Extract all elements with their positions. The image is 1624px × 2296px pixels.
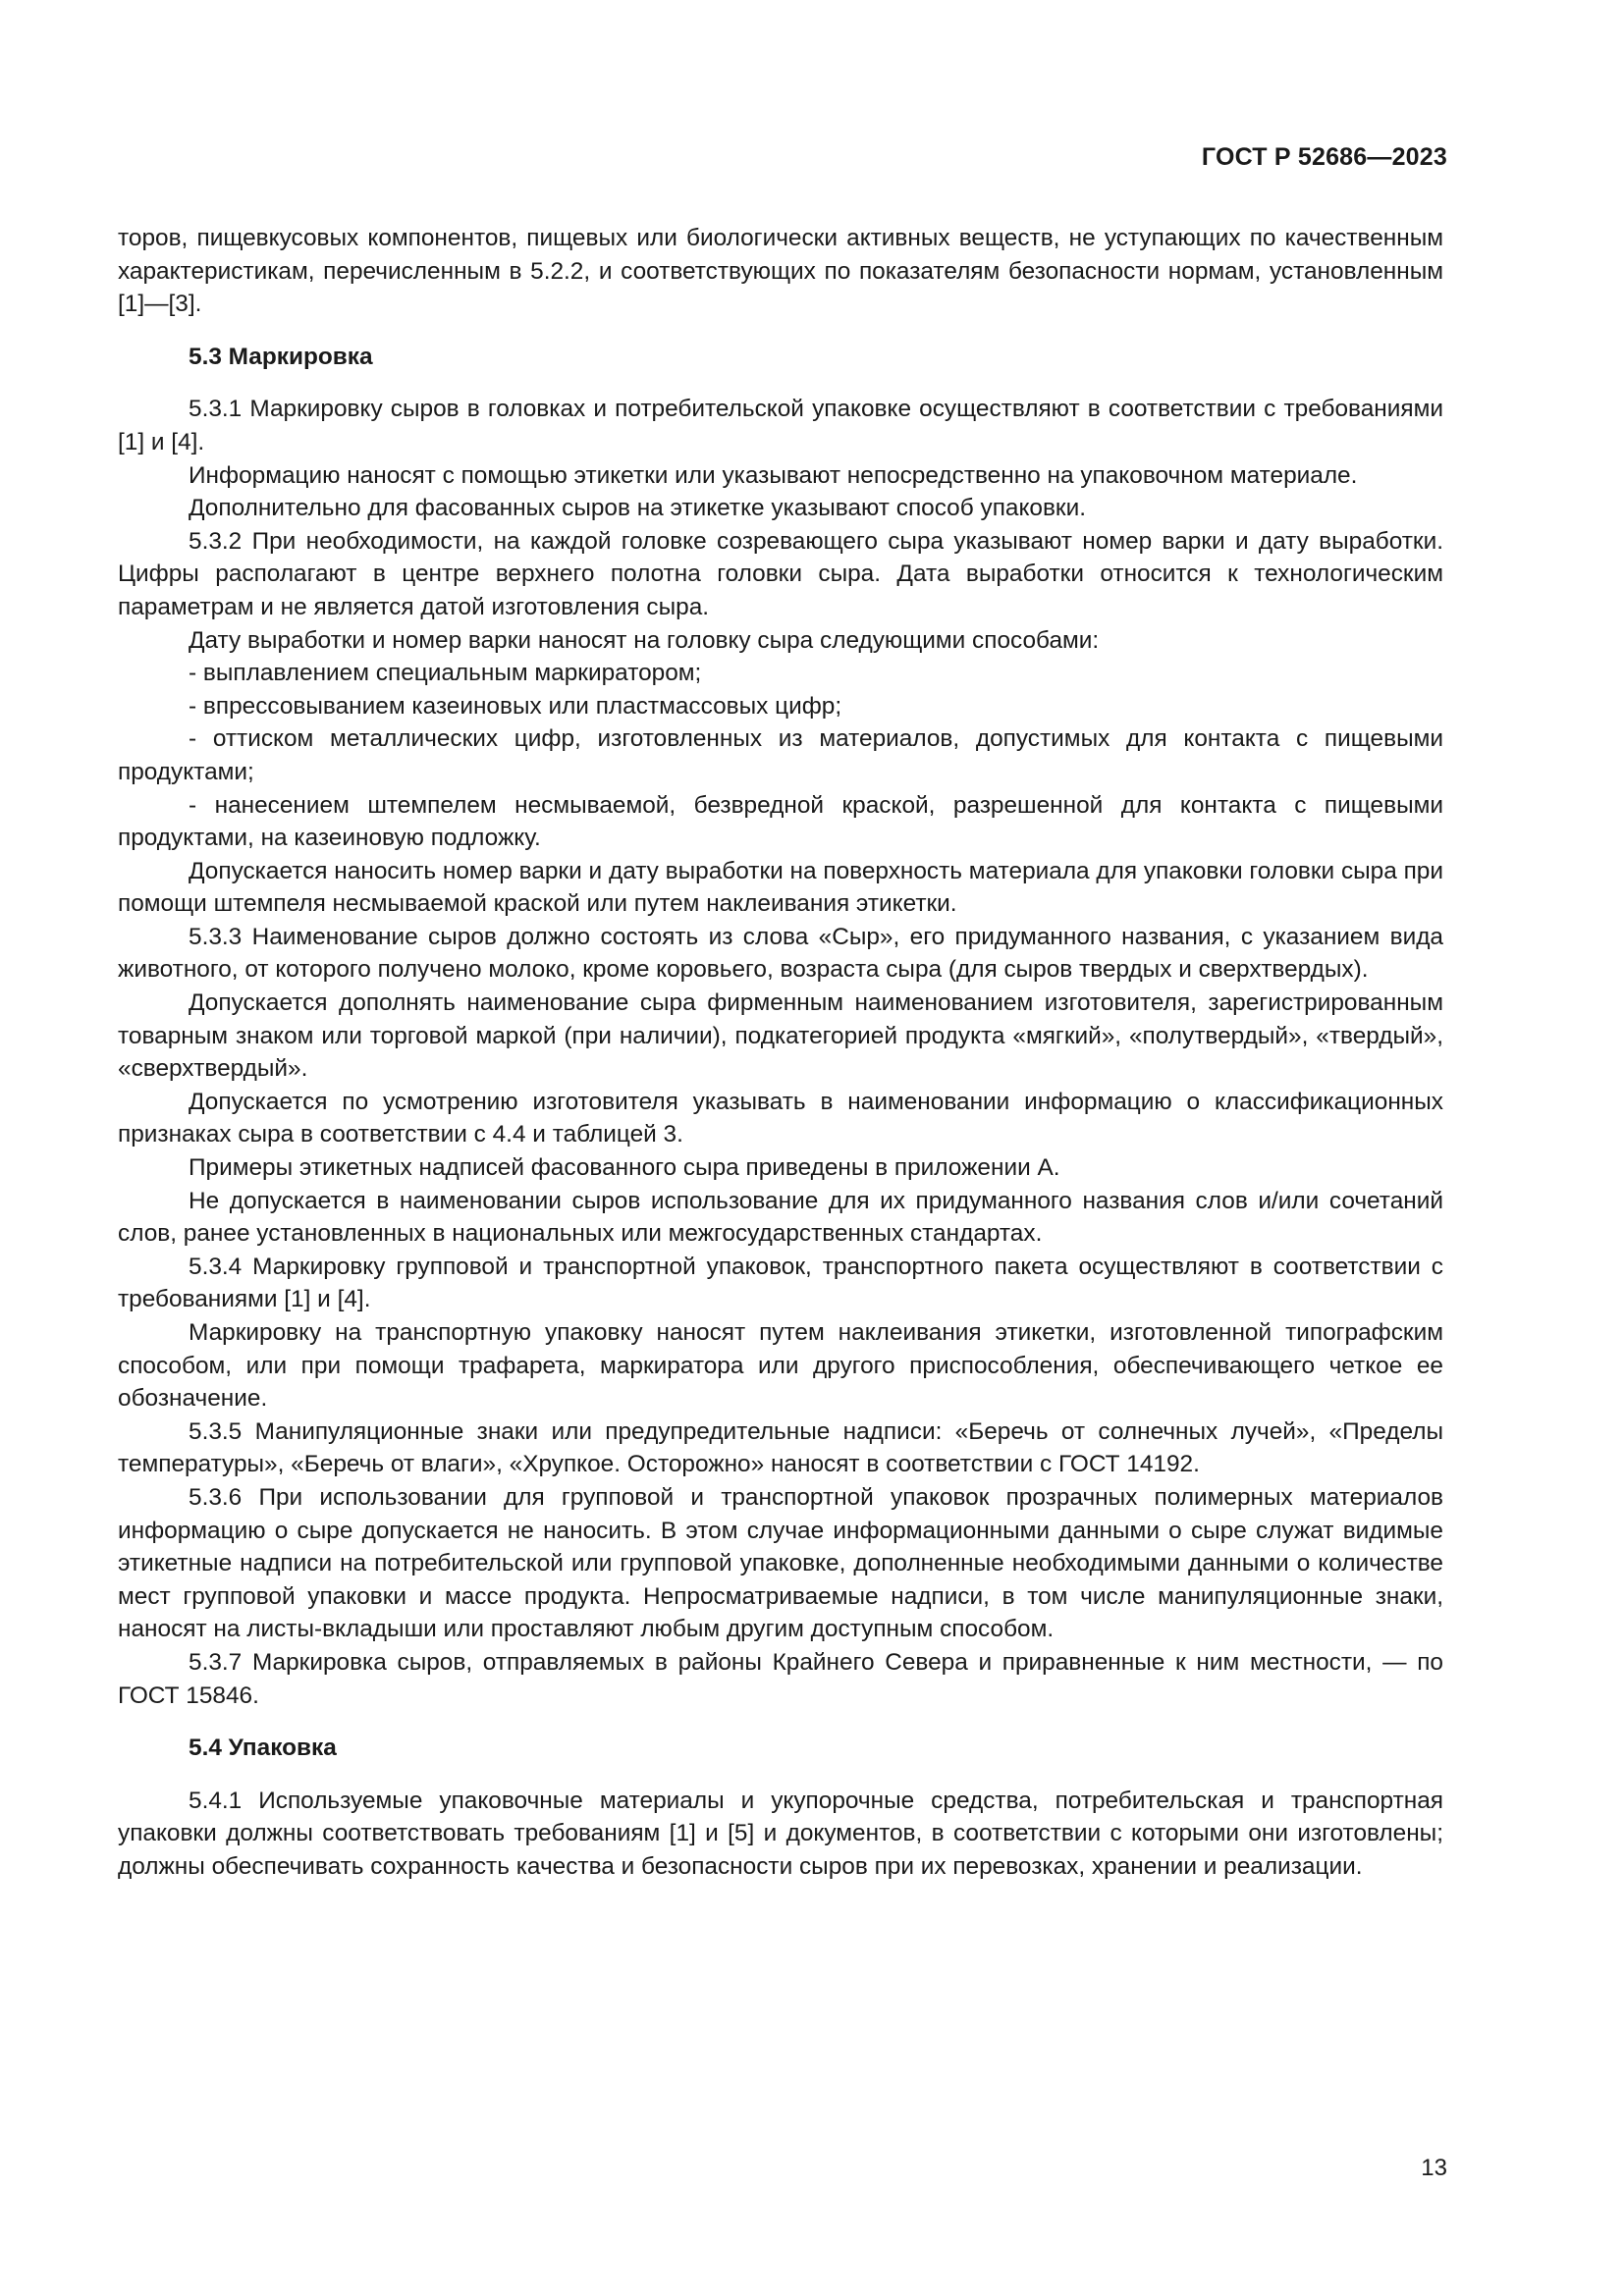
paragraph-5-3-6: 5.3.6 При использовании для групповой и транспортной упаковок прозрачных полимерных материалов информацию о сыре допускается не наносить. В этом случае информационными данными о сыре служат видимые этикетные надписи на потребительской или групповой упаковке, дополненные необходимыми данными о количестве мест групповой упаковки и массе продукта. Непросматриваемые надписи, в том числе манипуляционные знаки, наносят на листы-вкладыши или проставляют любым другим доступным способом. [118, 1483, 1443, 1643]
list-item: - выплавлением специальным маркиратором; [189, 660, 702, 687]
document-body [118, 222, 1443, 1884]
list-item: - оттиском металлических цифр, изготовленных из материалов, допустимых для контакта с пищевыми продуктами; [118, 725, 1443, 785]
section-heading-5-4: 5.4 Упаковка [189, 1735, 337, 1762]
paragraph: Допускается наносить номер варки и дату выработки на поверхность материала для упаковки головки сыра при помощи штемпеля несмываемой краской или путем наклеивания этикетки. [118, 857, 1443, 918]
paragraph: Дату выработки и номер варки наносят на головку сыра следующими способами: [189, 626, 1100, 654]
paragraph-5-4-1: 5.4.1 Используемые упаковочные материалы и укупорочные средства, потребительская и транспортная упаковки должны соответствовать требованиям [1] и [5] и документов, в соответствии с которыми они изготовлены; должны обеспечивать сохранность качества и безопасности сыров при их перевозках, хранении и реализации. [118, 1787, 1443, 1880]
paragraph: Примеры этикетных надписей фасованного сыра приведены в приложении А. [189, 1154, 1060, 1182]
paragraph-5-3-5: 5.3.5 Манипуляционные знаки или предупредительные надписи: «Беречь от солнечных лучей», «Пределы температуры», «Беречь от влаги», «Хрупкое. Осторожно» наносят в соответствии с ГОСТ 14192. [118, 1417, 1443, 1478]
paragraph: Дополнительно для фасованных сыров на этикетке указывают способ упаковки. [189, 495, 1087, 522]
paragraph-5-3-3: 5.3.3 Наименование сыров должно состоять из слова «Сыр», его придуманного названия, с указанием вида животного, от которого получено молоко, кроме коровьего, возраста сыра (для сыров твердых и сверхтвердых). [118, 923, 1443, 984]
paragraph-5-3-7: 5.3.7 Маркировка сыров, отправляемых в районы Крайнего Севера и приравненные к ним местности, — по ГОСТ 15846. [118, 1648, 1443, 1709]
paragraph: Допускается дополнять наименование сыра фирменным наименованием изготовителя, зарегистрированным товарным знаком или торговой маркой (при наличии), подкатегорией продукта «мягкий», «полутвердый», «твердый», «сверхтвердый». [118, 989, 1443, 1083]
paragraph: Маркировку на транспортную упаковку наносят путем наклеивания этикетки, изготовленной типографским способом, или при помощи трафарета, маркиратора или другого приспособления, обеспечивающего четкое ее обозначение. [118, 1319, 1443, 1413]
list-item: - нанесением штемпелем несмываемой, безвредной краской, разрешенной для контакта с пищевыми продуктами, на казеиновую подложку. [118, 791, 1443, 852]
paragraph-continuation: торов, пищевкусовых компонентов, пищевых или биологически активных веществ, не уступающих по качественным характеристикам, перечисленным в 5.2.2, и соответствующих по показателям безопасности нормам, установленным [1]—[3]. [118, 225, 1443, 318]
paragraph-5-3-1: 5.3.1 Маркировку сыров в головках и потребительской упаковке осуществляют в соответствии с требованиями [1] и [4]. [118, 396, 1443, 455]
paragraph: Информацию наносят с помощью этикетки или указывают непосредственно на упаковочном материале. [189, 461, 1358, 489]
list-item: - впрессовыванием казеиновых или пластмассовых цифр; [189, 692, 842, 720]
page-number: 13 [1421, 2155, 1447, 2181]
section-heading-5-3: 5.3 Маркировка [189, 343, 373, 370]
paragraph-5-3-2: 5.3.2 При необходимости, на каждой головке созревающего сыра указывают номер варки и дату выработки. Цифры располагают в центре верхнего полотна головки сыра. Дата выработки относится к технологическим параметрам и не является датой изготовления сыра. [118, 527, 1443, 620]
paragraph: Не допускается в наименовании сыров использование для их придуманного названия слов и/или сочетаний слов, ранее установленных в национальных или межгосударственных стандартах. [118, 1187, 1443, 1248]
document-code-header: ГОСТ Р 52686—2023 [1201, 143, 1447, 171]
paragraph-5-3-4: 5.3.4 Маркировку групповой и транспортной упаковок, транспортного пакета осуществляют в соответствии с требованиями [1] и [4]. [118, 1253, 1443, 1313]
paragraph: Допускается по усмотрению изготовителя указывать в наименовании информацию о классификационных признаках сыра в соответствии с 4.4 и таблицей 3. [118, 1088, 1443, 1148]
